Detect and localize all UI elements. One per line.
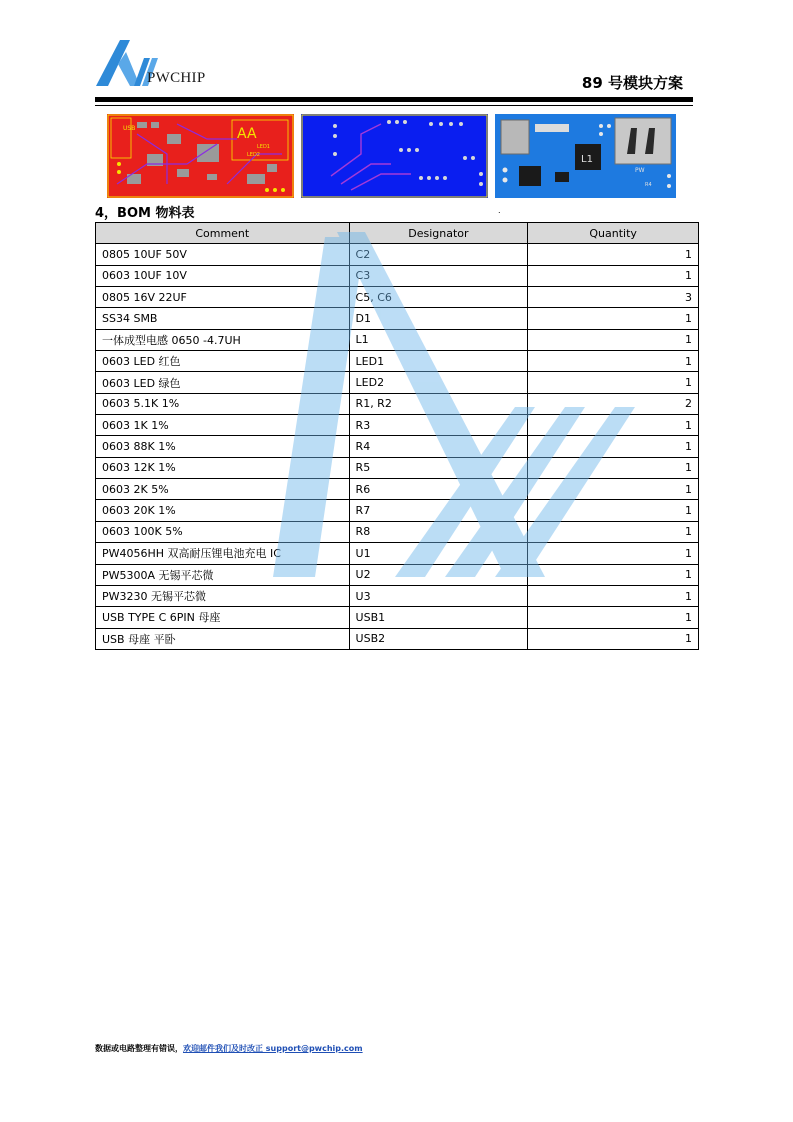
stray-dot: . [498, 206, 501, 215]
bom-row [96, 351, 699, 372]
bom-designator-cell: R4 [349, 436, 528, 457]
bom-quantity-cell: 1 [528, 500, 699, 521]
bom-designator-cell: R1, R2 [349, 393, 528, 414]
document-title: 89 号模块方案 [581, 74, 683, 92]
bom-comment-cell: 0603 20K 1% [96, 500, 350, 521]
bom-row [96, 521, 699, 542]
bom-designator-cell: U3 [349, 585, 528, 606]
bom-quantity-cell: 1 [528, 244, 699, 265]
pcb-label-usb: USB [123, 125, 136, 132]
bom-quantity-cell: 1 [528, 415, 699, 436]
bom-row [96, 479, 699, 500]
bom-row [96, 393, 699, 414]
bom-row [96, 457, 699, 478]
bom-comment-cell: SS34 SMB [96, 308, 350, 329]
header-comment: Comment [96, 223, 350, 244]
bom-row [96, 543, 699, 564]
bom-comment-cell: 0805 10UF 50V [96, 244, 350, 265]
bom-quantity-cell: 1 [528, 543, 699, 564]
bom-designator-cell: R6 [349, 479, 528, 500]
bom-designator-cell: R7 [349, 500, 528, 521]
bom-quantity-cell: 1 [528, 628, 699, 649]
header-quantity: Quantity [528, 223, 699, 244]
bom-designator-cell: C3 [349, 265, 528, 286]
bom-designator-cell: U2 [349, 564, 528, 585]
bom-comment-cell: 0603 100K 5% [96, 521, 350, 542]
pcb-label-led2: LED2 [247, 152, 260, 158]
bom-quantity-cell: 2 [528, 393, 699, 414]
bom-designator-cell: R3 [349, 415, 528, 436]
bom-comment-cell: 0603 12K 1% [96, 457, 350, 478]
bom-quantity-cell: 1 [528, 329, 699, 350]
bom-comment-cell: 0603 1K 1% [96, 415, 350, 436]
bom-row [96, 244, 699, 265]
bom-designator-cell: L1 [349, 329, 528, 350]
render-label-pw: PW [635, 167, 645, 174]
bom-section-heading: 4，BOM 物料表 [95, 206, 195, 221]
bom-row [96, 436, 699, 457]
bom-quantity-cell: 1 [528, 521, 699, 542]
bom-row [96, 329, 699, 350]
render-label-l1: L1 [581, 154, 593, 165]
bom-comment-cell: 0603 10UF 10V [96, 265, 350, 286]
bom-comment-cell: PW4056HH 双高耐压锂电池充电 IC [96, 543, 350, 564]
bom-quantity-cell: 1 [528, 585, 699, 606]
pcb-3d-render-image [495, 114, 676, 198]
bom-row [96, 607, 699, 628]
bom-comment-cell: 0603 88K 1% [96, 436, 350, 457]
bom-comment-cell: 0805 16V 22UF [96, 287, 350, 308]
bom-quantity-cell: 1 [528, 479, 699, 500]
pcb-label-aa: AA [237, 126, 257, 142]
bom-quantity-cell: 1 [528, 351, 699, 372]
bom-row [96, 564, 699, 585]
bom-row [96, 585, 699, 606]
bom-designator-cell: LED2 [349, 372, 528, 393]
bom-designator-cell: R5 [349, 457, 528, 478]
bom-designator-cell: LED1 [349, 351, 528, 372]
bom-body [96, 244, 699, 650]
render-label-r4: R4 [645, 182, 652, 188]
bom-comment-cell: PW5300A 无锡平芯微 [96, 564, 350, 585]
bom-row [96, 500, 699, 521]
pcb-top-layer-image [107, 114, 294, 198]
bom-designator-cell: C5, C6 [349, 287, 528, 308]
bom-comment-cell: 0603 LED 红色 [96, 351, 350, 372]
bom-row [96, 265, 699, 286]
bom-table [95, 222, 699, 650]
bom-comment-cell: 一体成型电感 0650 -4.7UH [96, 329, 350, 350]
header-designator: Designator [349, 223, 528, 244]
bom-header-row [96, 223, 699, 244]
bom-quantity-cell: 1 [528, 308, 699, 329]
header-rule-thick [95, 97, 693, 102]
bom-quantity-cell: 1 [528, 265, 699, 286]
bom-row [96, 308, 699, 329]
bom-comment-cell: USB 母座 平卧 [96, 628, 350, 649]
bom-designator-cell: C2 [349, 244, 528, 265]
bom-designator-cell: USB2 [349, 628, 528, 649]
footer-text: 数据或电路整理有错误， [95, 1044, 183, 1053]
footer-support-link[interactable]: 欢迎邮件我们及时改正 support@pwchip.com [183, 1044, 363, 1053]
bom-comment-cell: 0603 2K 5% [96, 479, 350, 500]
footer-note [95, 1043, 363, 1054]
header-rule-thin [95, 105, 693, 106]
bom-comment-cell: USB TYPE C 6PIN 母座 [96, 607, 350, 628]
pcb-bottom-layer-image [301, 114, 488, 198]
bom-comment-cell: 0603 LED 绿色 [96, 372, 350, 393]
bom-quantity-cell: 3 [528, 287, 699, 308]
bom-row [96, 372, 699, 393]
bom-designator-cell: USB1 [349, 607, 528, 628]
bom-quantity-cell: 1 [528, 457, 699, 478]
bom-designator-cell: D1 [349, 308, 528, 329]
bom-row [96, 287, 699, 308]
bom-row [96, 628, 699, 649]
bom-comment-cell: 0603 5.1K 1% [96, 393, 350, 414]
logo-text: PWCHIP [147, 70, 206, 86]
bom-quantity-cell: 1 [528, 607, 699, 628]
bom-quantity-cell: 1 [528, 564, 699, 585]
bom-row [96, 415, 699, 436]
bom-quantity-cell: 1 [528, 436, 699, 457]
bom-quantity-cell: 1 [528, 372, 699, 393]
bom-designator-cell: U1 [349, 543, 528, 564]
bom-designator-cell: R8 [349, 521, 528, 542]
bom-comment-cell: PW3230 无锡平芯微 [96, 585, 350, 606]
pcb-label-led1: LED1 [257, 144, 270, 150]
